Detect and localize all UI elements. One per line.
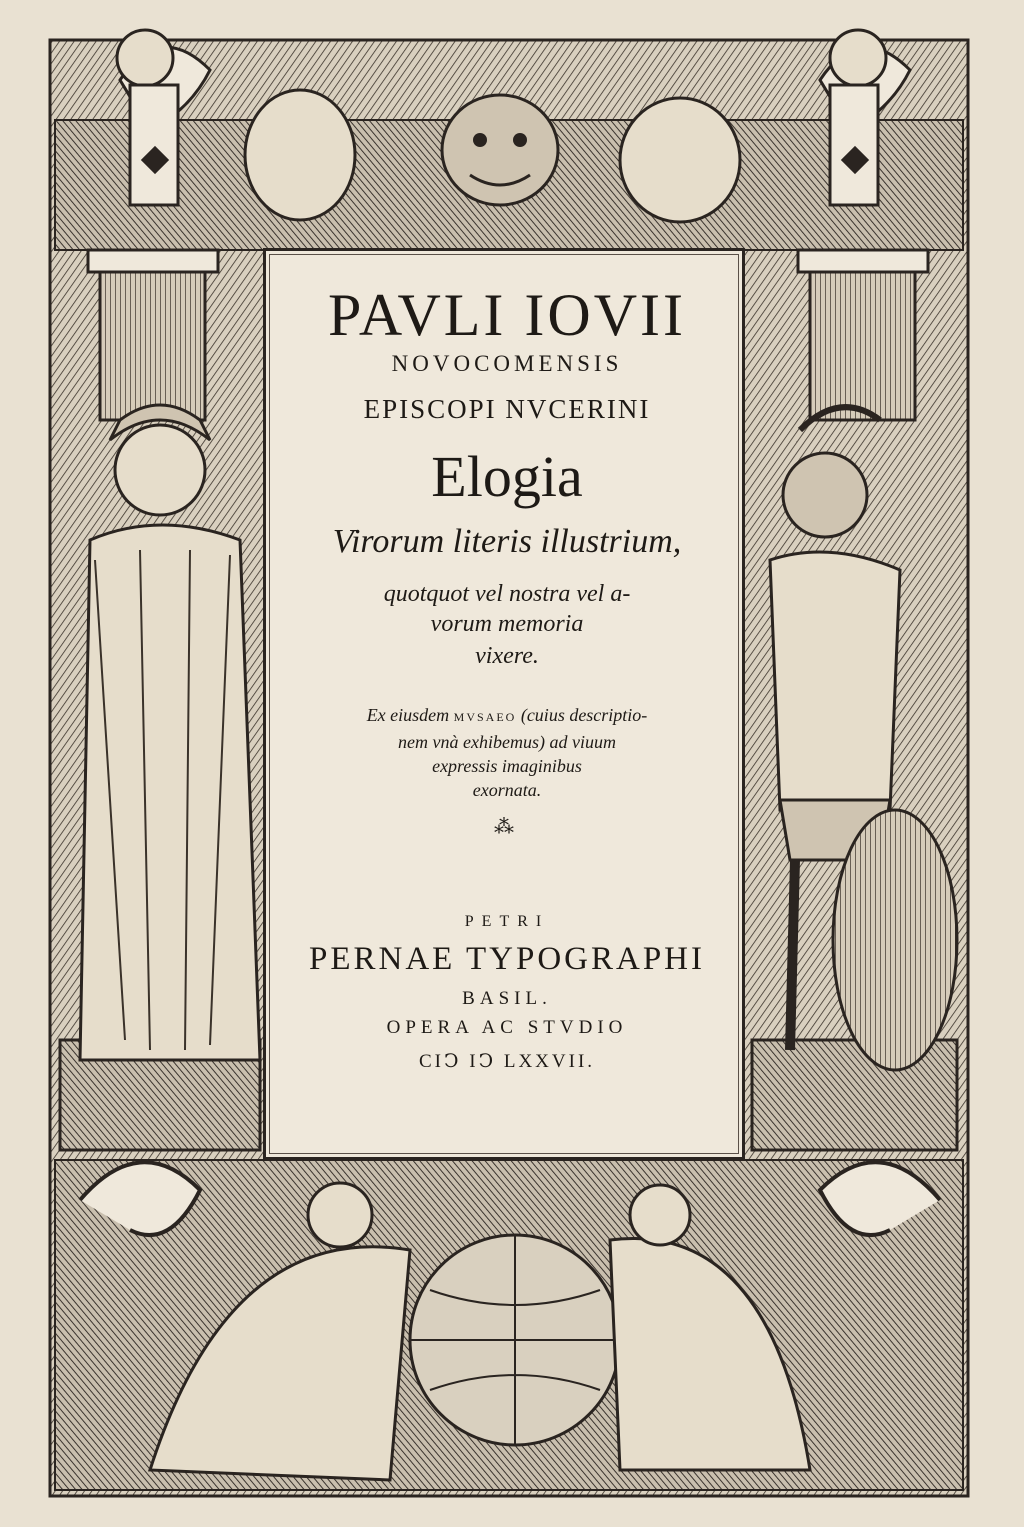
scroll-bracket-left	[130, 85, 178, 205]
description-line: exornata.	[472, 780, 542, 800]
author-office: EPISCOPI NVCERINI	[363, 394, 651, 424]
description-line: expressis imaginibus	[432, 756, 582, 776]
putto-head-left	[117, 30, 173, 86]
subtitle-line: vorum memoria	[430, 611, 584, 637]
shield	[833, 810, 957, 1070]
title-cartouche	[263, 248, 745, 1160]
subtitle-line: quotquot vel nostra vel a-	[383, 581, 631, 607]
fleuron-ornament: ⁂	[494, 814, 514, 838]
author-origin: NOVOCOMENSIS	[391, 351, 623, 376]
subtitle-line: Virorum literis illustrium,	[332, 523, 682, 560]
grotesque-mask	[442, 95, 558, 205]
imprint-printer: PERNAE TYPOGRAPHI	[308, 941, 706, 977]
subtitle-line: vixere.	[475, 643, 539, 669]
description-post: (cuius descriptio-	[520, 705, 648, 725]
imprint-place: BASIL.	[462, 988, 552, 1009]
scroll-bracket-right	[830, 85, 878, 205]
putto-left	[245, 90, 355, 220]
putto-right	[620, 98, 740, 222]
imprint-name: PETRI	[464, 913, 550, 930]
imprint-formula: OPERA AC STVDIO	[386, 1017, 628, 1038]
description-line	[266, 705, 748, 726]
author-name: PAVLI IOVII	[327, 282, 687, 348]
description-pre: Ex eiusdem	[366, 705, 450, 725]
musaeo-word: MVSAEO	[453, 710, 517, 724]
bottom-frieze-ornament	[55, 1160, 963, 1490]
work-title: Elogia	[431, 444, 583, 509]
description-line: nem vnà exhibemus) ad viuum	[398, 732, 616, 752]
putto-head-right	[830, 30, 886, 86]
imprint-date: CIↃ IↃ LXXVII.	[418, 1051, 596, 1072]
